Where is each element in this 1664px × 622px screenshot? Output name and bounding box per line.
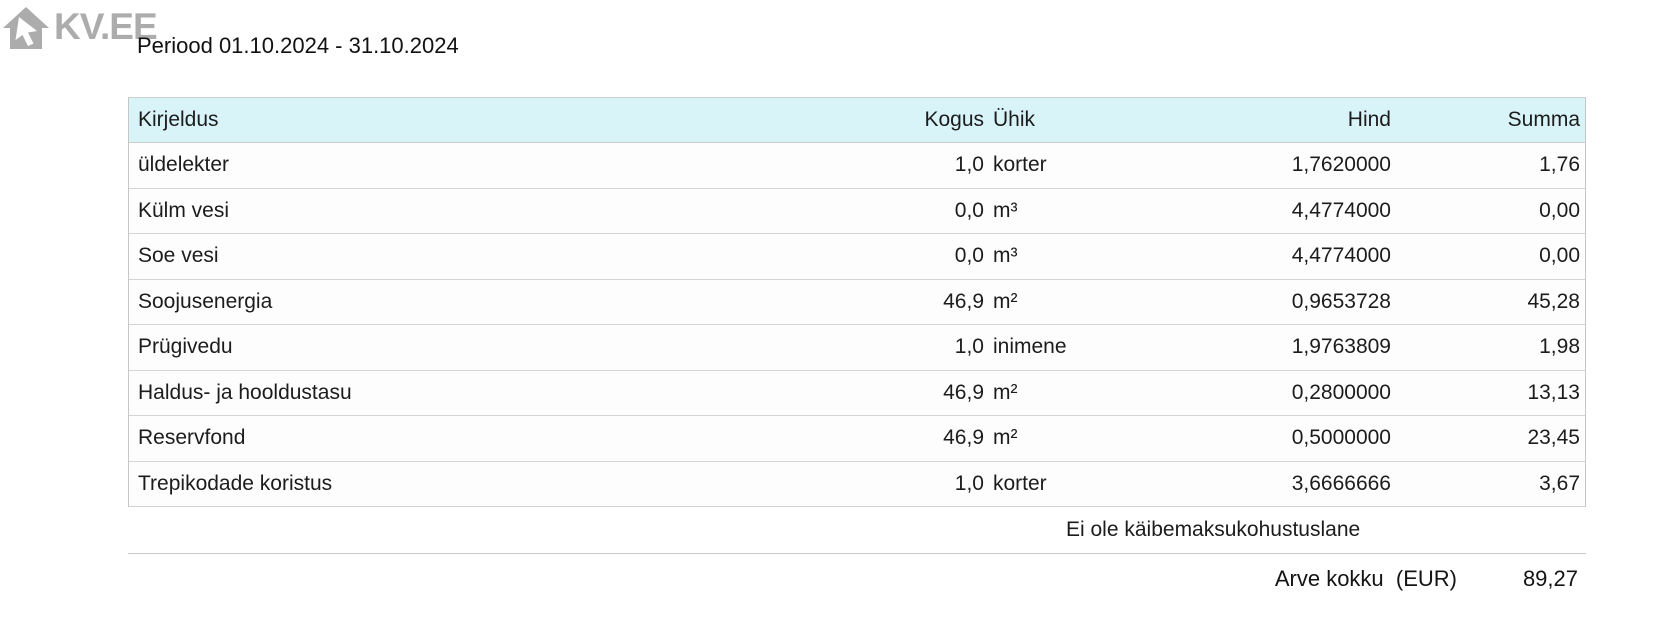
invoice-table	[128, 97, 1586, 507]
cell-summa: 1,76	[1539, 153, 1580, 177]
cell-kirjeldus: Reservfond	[138, 426, 246, 450]
cell-kirjeldus: Trepikodade koristus	[138, 471, 333, 495]
cell-yhik: korter	[993, 153, 1047, 177]
table-row	[129, 416, 1585, 462]
table-row	[129, 371, 1585, 417]
logo-text: KV.EE	[54, 6, 157, 47]
cell-summa: 45,28	[1527, 289, 1580, 313]
period-label: Periood 01.10.2024 - 31.10.2024	[137, 33, 459, 58]
house-cursor-icon	[2, 6, 50, 55]
cell-kirjeldus: üldelekter	[138, 153, 230, 177]
cell-kirjeldus: Prügivedu	[138, 335, 233, 359]
cell-yhik: m²	[993, 289, 1018, 313]
table-header-row	[129, 98, 1585, 143]
cell-yhik: inimene	[993, 335, 1067, 359]
cell-summa: 1,98	[1539, 335, 1580, 359]
totals-separator	[128, 553, 1586, 554]
cell-summa: 0,00	[1539, 244, 1580, 268]
cell-kogus: 46,9	[943, 426, 984, 450]
column-header-summa: Summa	[1507, 108, 1580, 131]
column-header-kirjeldus: Kirjeldus	[138, 108, 219, 131]
cell-yhik: korter	[993, 471, 1047, 495]
cell-summa: 23,45	[1527, 426, 1580, 450]
cell-kirjeldus: Soe vesi	[138, 244, 219, 268]
cell-yhik: m³	[993, 244, 1018, 268]
cell-hind: 1,7620000	[1291, 153, 1391, 177]
column-header-hind: Hind	[1347, 108, 1391, 131]
cell-kirjeldus: Soojusenergia	[138, 289, 273, 313]
table-row	[129, 462, 1585, 508]
cell-yhik: m²	[993, 426, 1018, 450]
table-row	[129, 143, 1585, 189]
invoice-total-value: 89,27	[1522, 566, 1578, 591]
cell-kogus: 46,9	[943, 380, 984, 404]
vat-status-note: Ei ole käibemaksukohustuslane	[1066, 518, 1361, 541]
cell-kogus: 0,0	[954, 198, 984, 222]
cell-kirjeldus: Haldus- ja hooldustasu	[138, 380, 352, 404]
table-body	[129, 143, 1585, 507]
kvee-logo	[2, 6, 157, 55]
invoice-total-label: Arve kokku (EUR)	[1274, 566, 1457, 591]
cell-yhik: m²	[993, 380, 1018, 404]
column-header-yhik: Ühik	[993, 108, 1036, 131]
cell-kogus: 1,0	[954, 471, 984, 495]
cell-kirjeldus: Külm vesi	[138, 198, 230, 222]
cell-hind: 0,5000000	[1291, 426, 1391, 450]
column-header-kogus: Kogus	[924, 108, 984, 131]
cell-hind: 1,9763809	[1291, 335, 1391, 359]
table-row	[129, 280, 1585, 326]
cell-hind: 4,4774000	[1291, 244, 1391, 268]
cell-hind: 4,4774000	[1291, 198, 1391, 222]
table-row	[129, 189, 1585, 235]
cell-yhik: m³	[993, 198, 1018, 222]
table-row	[129, 325, 1585, 371]
cell-kogus: 0,0	[954, 244, 984, 268]
cell-hind: 3,6666666	[1291, 471, 1391, 495]
cell-kogus: 46,9	[943, 289, 984, 313]
cell-summa: 0,00	[1539, 198, 1580, 222]
cell-kogus: 1,0	[954, 153, 984, 177]
table-row	[129, 234, 1585, 280]
cell-summa: 13,13	[1527, 380, 1580, 404]
cell-kogus: 1,0	[954, 335, 984, 359]
invoice-total-row	[128, 566, 1578, 592]
cell-hind: 0,9653728	[1291, 289, 1391, 313]
cell-summa: 3,67	[1539, 471, 1580, 495]
cell-hind: 0,2800000	[1291, 380, 1391, 404]
